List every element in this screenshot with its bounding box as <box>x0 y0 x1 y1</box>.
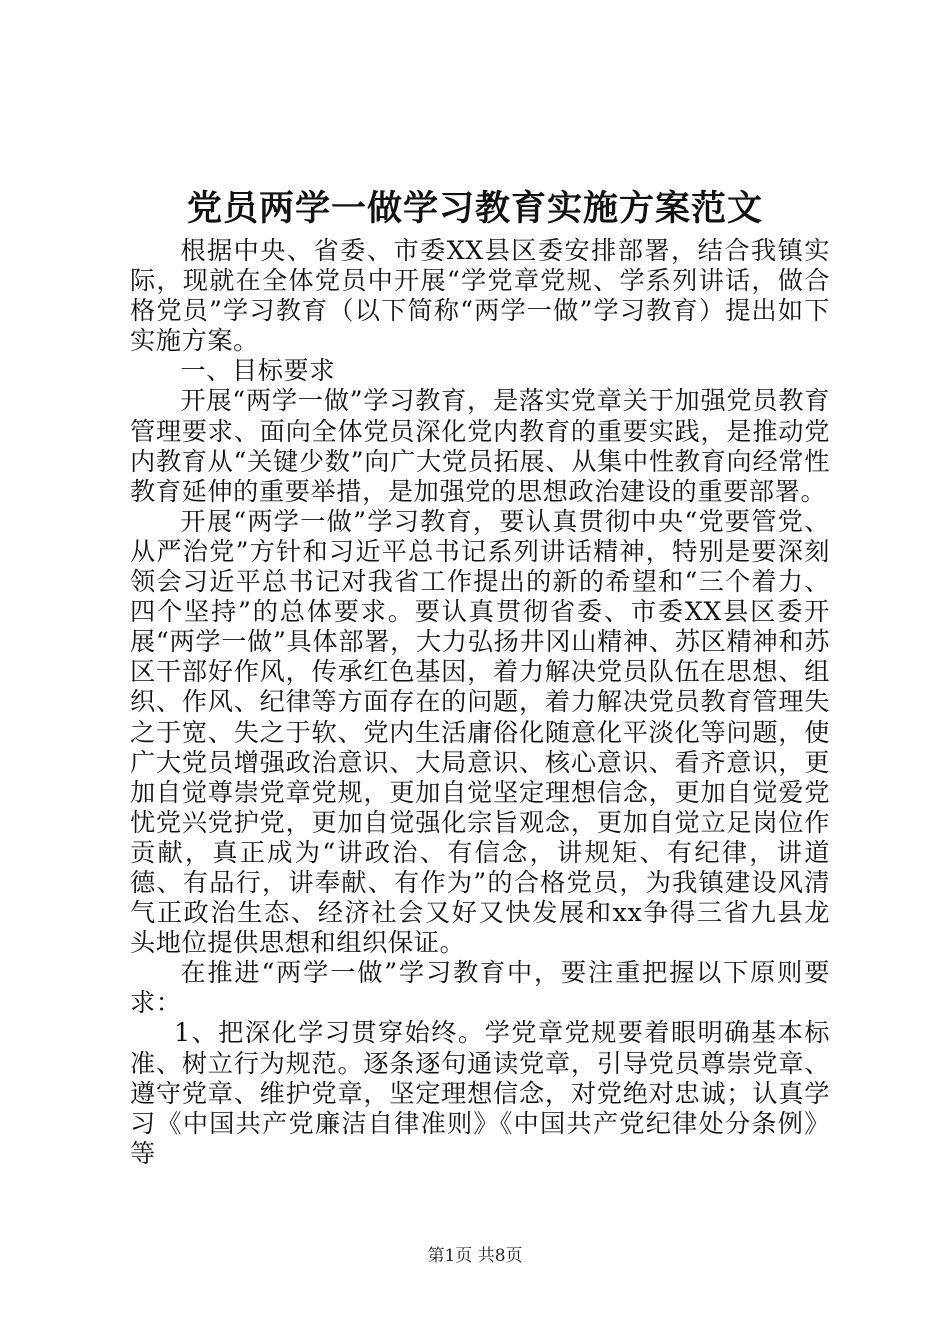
section-heading: 一、目标要求 <box>180 356 336 386</box>
document-body <box>130 236 830 1169</box>
body-paragraph: 开展“两学一做”学习教育，要认真贯彻中央“党要管党、从严治党”方针和习近平总书记系列讲话精神，特别是要深刻领会习近平总书记对我省工作提出的新的希望和“三个着力、四个坚持”的总体要求。要认真贯彻省委、市委XX县区委开展“两学一做”具体部署，大力弘扬井冈山精神、苏区精神和苏区干部好作风，传承红色基因，着力解决党员队伍在思想、组织、作风、纪律等方面存在的问题，着力解决党员教育管理失之于宽、失之于软、党内生活庸俗化随意化平淡化等问题，使广大党员增强政治意识、大局意识、核心意识、看齐意识，更加自觉尊崇党章党规，更加自觉坚定理想信念，更加自觉爱党忧党兴党护党，更加自觉强化宗旨观念，更加自觉立足岗位作贡献，真正成为“讲政治、有信念，讲规矩、有纪律，讲道德、有品行，讲奉献、有作为”的合格党员，为我镇建设风清气正政治生态、经济社会又好又快发展和xx争得三省九县龙头地位提供思想和组织保证。 <box>130 506 830 958</box>
body-paragraph: 在推进“两学一做”学习教育中，要注重把握以下原则要求： <box>130 958 830 1018</box>
intro-paragraph: 根据中央、省委、市委XX县区委安排部署，结合我镇实际，现就在全体党员中开展“学党章党规、学系列讲话，做合格党员”学习教育（以下简称“两学一做”学习教育）提出如下实施方案。 <box>130 236 830 356</box>
document-title: 党员两学一做学习教育实施方案范文 <box>186 188 763 229</box>
page-number-footer: 第1页 共8页 <box>427 1246 523 1266</box>
body-paragraph: 开展“两学一做”学习教育，是落实党章关于加强党员教育管理要求、面向全体党员深化党内教育的重要实践，是推动党内教育从“关键少数”向广大党员拓展、从集中性教育向经常性教育延伸的重要举措，是加强党的思想政治建设的重要部署。 <box>130 386 830 506</box>
numbered-item: 1、把深化学习贯穿始终。学党章党规要着眼明确基本标准、树立行为规范。逐条逐句通读党章，引导党员尊崇党章、遵守党章、维护党章，坚定理想信念，对党绝对忠诚；认真学习《中国共产党廉洁自律准则》《中国共产党纪律处分条例》等 <box>130 1018 830 1168</box>
